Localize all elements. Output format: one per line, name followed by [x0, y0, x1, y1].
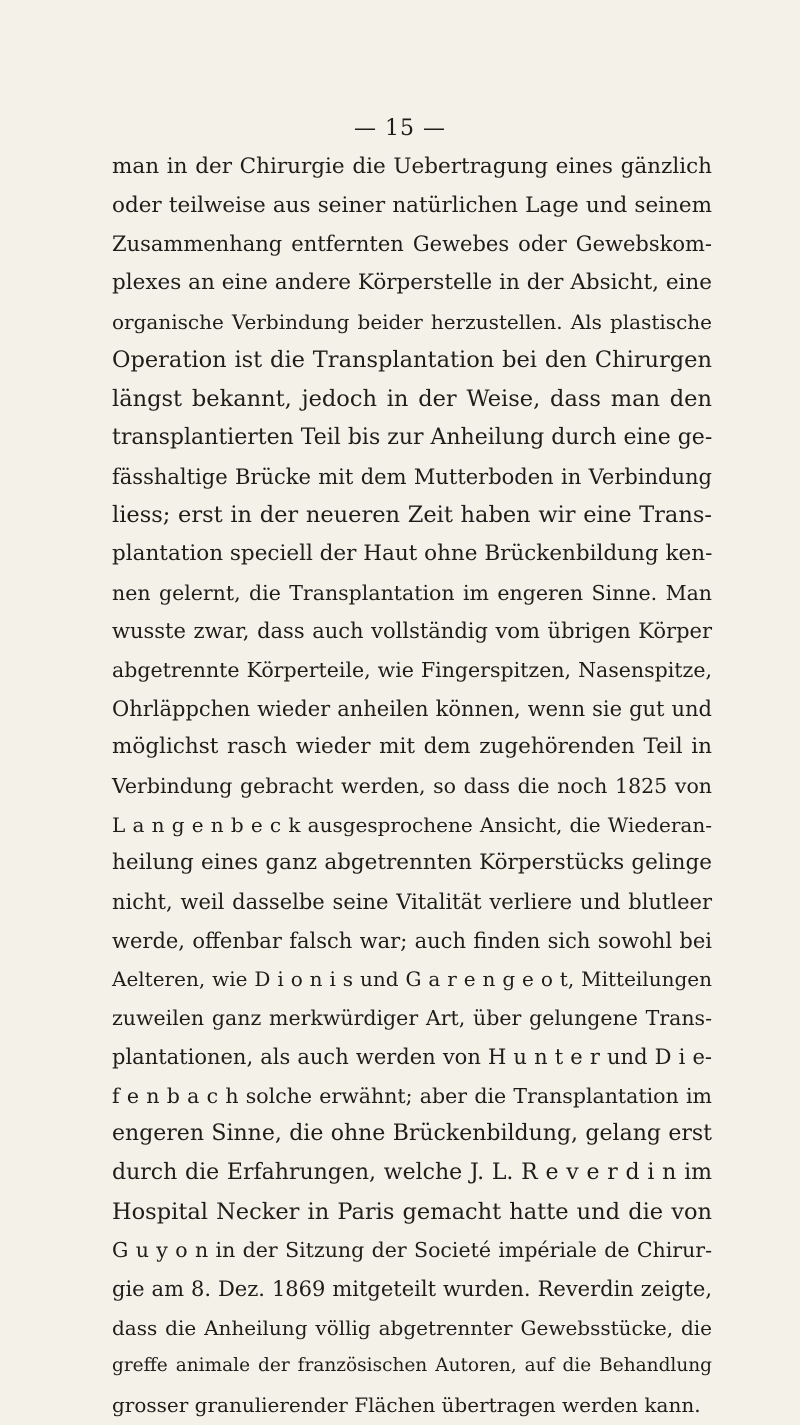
text-line: heilung eines ganz abgetrennten Körperstücks gelinge [112, 850, 712, 876]
text-line: durch die Erfahrungen, welche J. L. R e v e r d i n im [112, 1159, 712, 1185]
text-line: Hospital Necker in Paris gemacht hatte und die von [112, 1198, 712, 1225]
text-line: Operation ist die Transplantation bei den Chirurgen [112, 347, 712, 374]
text-line: gie am 8. Dez. 1869 mitgeteilt wurden. Reverdin zeigte, [112, 1276, 712, 1301]
text-line: Ohrläppchen wieder anheilen können, wenn sie gut und [112, 696, 712, 721]
text-line: Zusammenhang entfernten Gewebes oder Gewebskom- [112, 232, 712, 257]
text-line: grosser granulierender Flächen übertragen werden kann. [112, 1393, 701, 1417]
text-line: G u y o n in der Sitzung der Societé impériale de Chirur- [112, 1238, 712, 1263]
text-line: Verbindung gebracht werden, so dass die noch 1825 von [112, 774, 712, 798]
text-line: plantationen, als auch werden von H u n t e r und D i e- [112, 1044, 712, 1069]
text-line: zuweilen ganz merkwürdiger Art, über gelungene Trans- [112, 1006, 712, 1031]
text-line: transplantierten Teil bis zur Anheilung durch eine ge- [112, 424, 713, 450]
body-text [112, 148, 712, 1425]
text-line: nicht, weil dasselbe seine Vitalität verliere und blutleer [112, 890, 712, 915]
text-line: plexes an eine andere Körperstelle in der Absicht, eine [112, 270, 712, 296]
text-line: Aelteren, wie D i o n i s und G a r e n g e o t, Mitteilungen [112, 967, 712, 992]
text-line: greffe animale der französischen Autoren, auf die Behandlung [112, 1355, 712, 1377]
text-line: wusste zwar, dass auch vollständig vom übrigen Körper [112, 619, 712, 644]
text-line: werde, offenbar falsch war; auch finden sich sowohl bei [112, 928, 712, 953]
text-line: oder teilweise aus seiner natürlichen Lage und seinem [112, 192, 712, 218]
text-line: plantation speciell der Haut ohne Brückenbildung ken- [112, 540, 713, 566]
page-number: — 15 — [354, 116, 446, 141]
text-line: L a n g e n b e c k ausgesprochene Ansicht, die Wiederan- [112, 812, 712, 837]
text-line: fässhaltige Brücke mit dem Mutterboden in Verbindung [112, 464, 712, 489]
text-line: f e n b a c h solche erwähnt; aber die Transplantation im [112, 1083, 712, 1108]
text-line: organische Verbindung beider herzustellen. Als plastische [112, 309, 712, 334]
text-line: engeren Sinne, die ohne Brückenbildung, gelang erst [112, 1121, 712, 1147]
text-line: möglichst rasch wieder mit dem zugehörenden Teil in [112, 734, 712, 760]
text-line: liess; erst in der neueren Zeit haben wir eine Trans- [112, 502, 712, 529]
text-line: längst bekannt, jedoch in der Weise, dass man den [112, 386, 712, 413]
text-line: dass die Anheilung völlig abgetrennter Gewebsstücke, die [112, 1315, 712, 1340]
text-line: nen gelernt, die Transplantation im engeren Sinne. Man [112, 580, 712, 605]
text-line: man in der Chirurgie die Uebertragung eines gänzlich [112, 154, 712, 179]
text-line: abgetrennte Körperteile, wie Fingerspitzen, Nasenspitze, [112, 657, 712, 682]
